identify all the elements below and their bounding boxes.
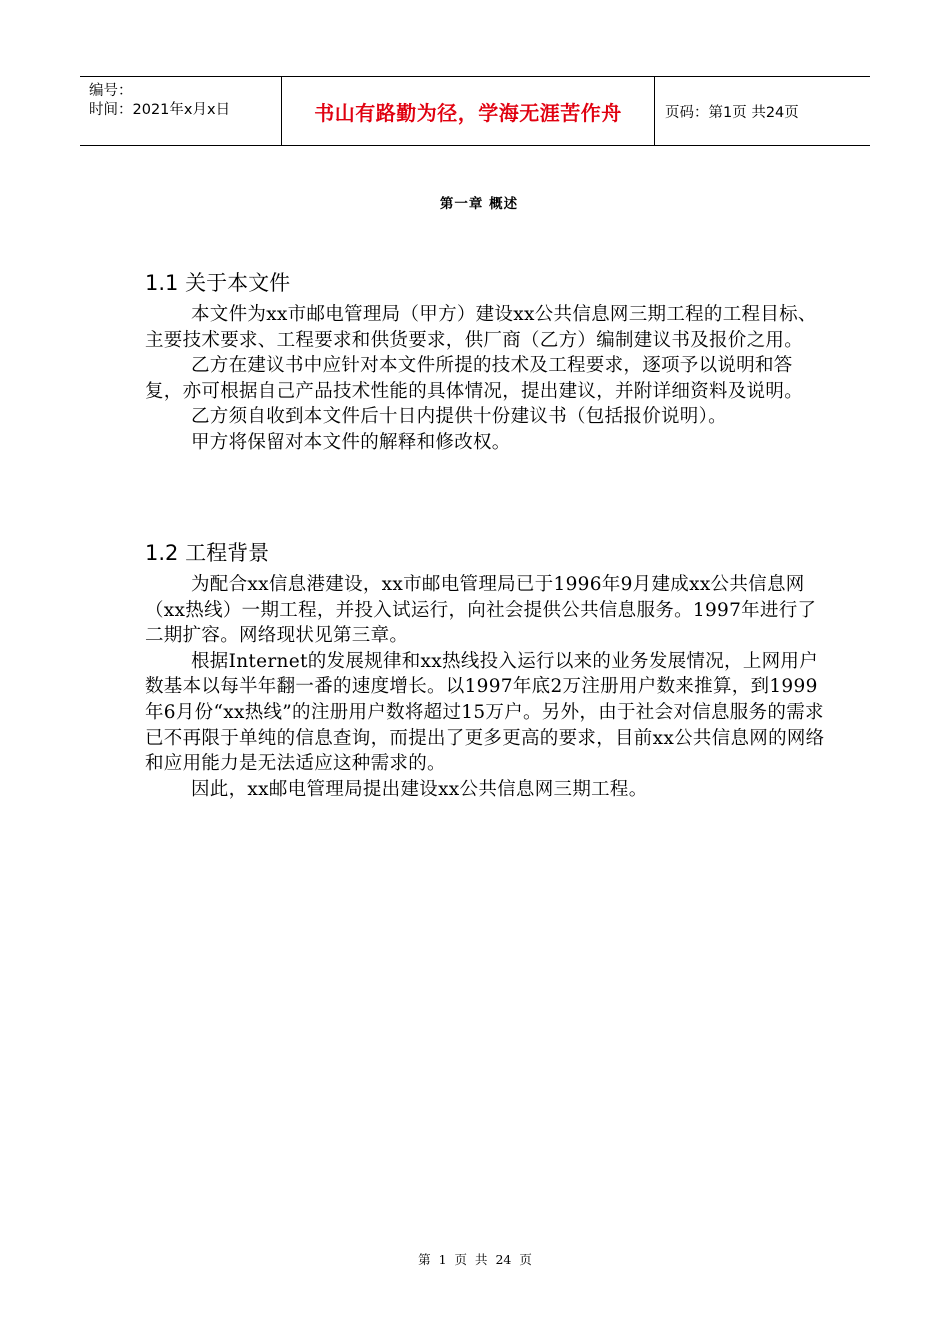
paragraph: 为配合xx信息港建设，xx市邮电管理局已于1996年9月建成xx公共信息网（xx热线）一期工程，并投入试运行，向社会提供公共信息服务。1997年进行了二期扩容。网络现状见第三章。 [145, 574, 817, 647]
paragraph: 因此，xx邮电管理局提出建设xx公共信息网三期工程。 [191, 778, 648, 800]
header-meta [80, 77, 281, 145]
header-motto: 书山有路勤为径，学海无涯苦作舟 [281, 77, 655, 145]
section-project-background [145, 538, 825, 802]
document-number-label: 编号： [89, 83, 133, 99]
paragraph: 本文件为xx市邮电管理局（甲方）建设xx公共信息网三期工程的工程目标、主要技术要求、工程要求和供货要求，供厂商（乙方）编制建议书及报价之用。 [145, 304, 817, 351]
document-date: 时间：2021年x月x日 [89, 102, 231, 118]
section-about-document [145, 268, 825, 456]
chapter-title: 第一章 概述 [439, 196, 519, 212]
header-page-info: 页码：第1页 共24页 [665, 104, 799, 121]
page-footer: 第 1 页 共 24 页 [418, 1252, 532, 1267]
section-title: 1.2 工程背景 [145, 541, 270, 565]
paragraph: 甲方将保留对本文件的解释和修改权。 [191, 431, 511, 453]
page-header [80, 76, 870, 146]
section-title: 1.1 关于本文件 [145, 271, 291, 295]
paragraph: 根据Internet的发展规律和xx热线投入运行以来的业务发展情况，上网用户数基本以每半年翻一番的速度增长。以1997年底2万注册用户数来推算，到1999年6月份“xx热线”的注册用户数将超过15万户。另外，由于社会对信息服务的需求已不再限于单纯的信息查询，而提出了更多更高的要求，目前xx公共信息网的网络和应用能力是无法适应这种需求的。 [145, 650, 825, 775]
paragraph: 乙方在建议书中应针对本文件所提的技术及工程要求，逐项予以说明和答复，亦可根据自己产品技术性能的具体情况，提出建议，并附详细资料及说明。 [145, 355, 804, 402]
paragraph: 乙方须自收到本文件后十日内提供十份建议书（包括报价说明）。 [191, 406, 727, 428]
